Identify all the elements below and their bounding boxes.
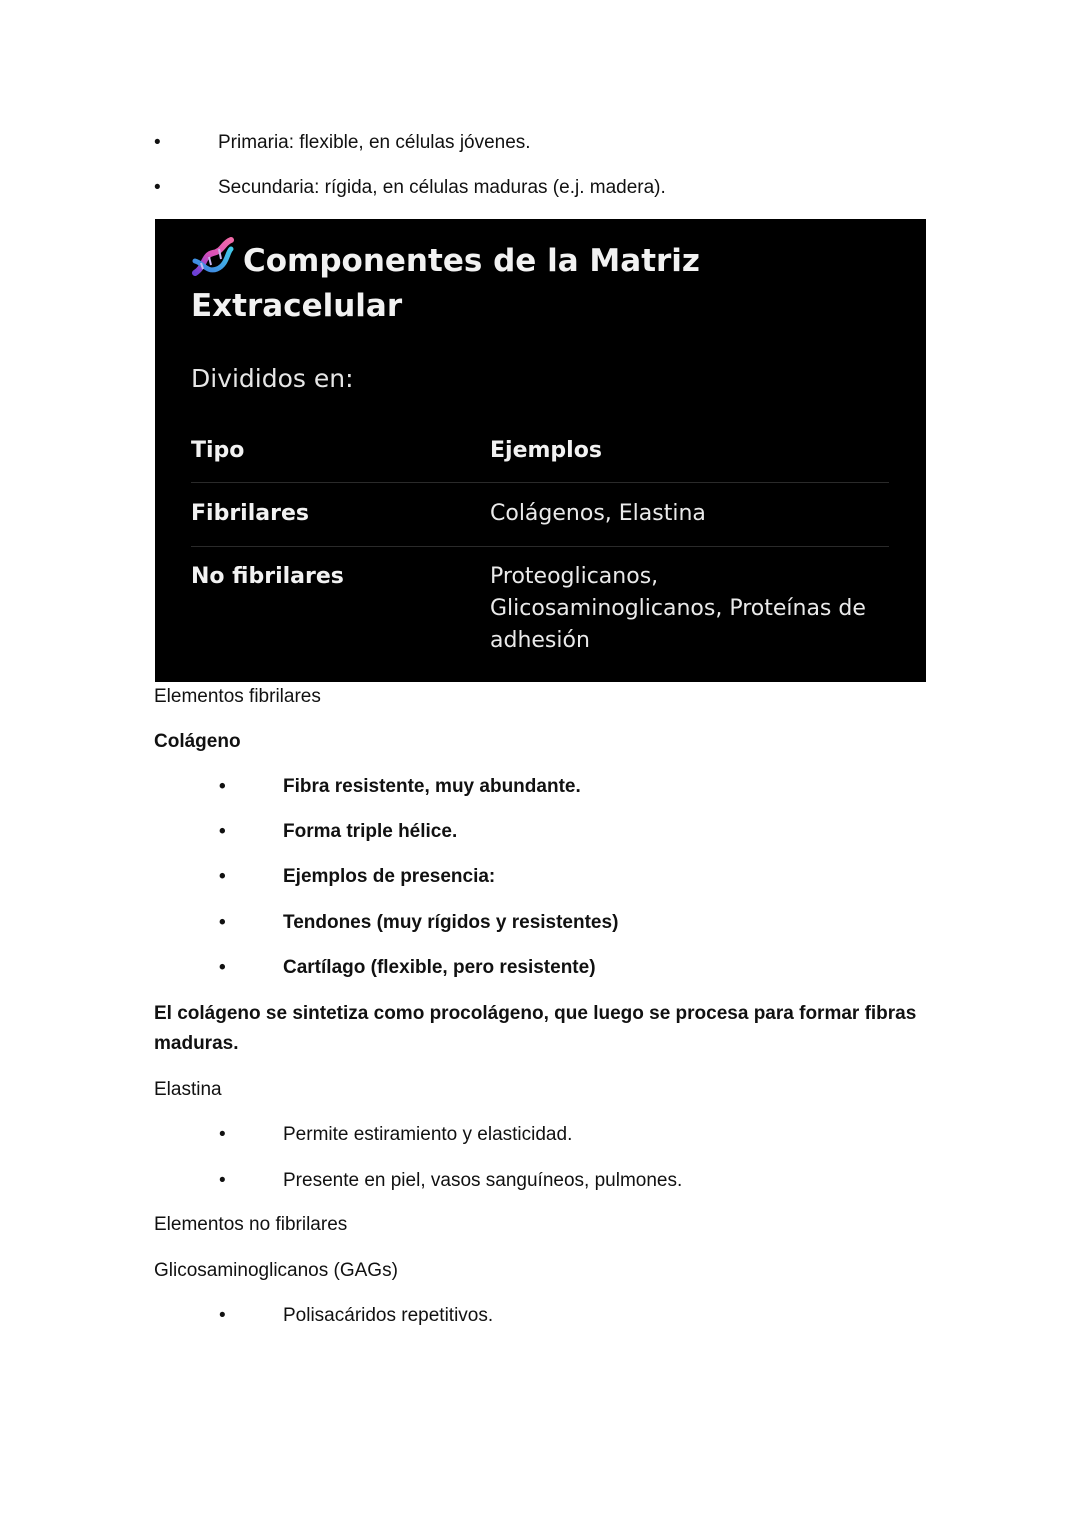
list-item (0, 819, 1080, 845)
list-item-text: Tendones (muy rígidos y resistentes) (283, 912, 619, 933)
paragraph-line: maduras. (154, 1033, 239, 1054)
embedded-subtitle: Divididos en: (191, 364, 354, 393)
table-cell-tipo: Fibrilares (191, 501, 309, 526)
dna-icon (191, 237, 235, 277)
table-divider (191, 482, 889, 483)
bullet-icon: • (219, 776, 226, 797)
list-item (0, 1303, 1080, 1329)
table-cell-tipo: No fibrilares (191, 564, 344, 589)
bullet-icon: • (219, 1170, 226, 1191)
list-item-text: Presente en piel, vasos sanguíneos, pulmones. (283, 1170, 683, 1191)
table-header-tipo: Tipo (191, 438, 245, 463)
list-item-text: Polisacáridos repetitivos. (283, 1305, 494, 1326)
list-item (0, 910, 1080, 936)
table-cell-ejemplos: Proteoglicanos, Glicosaminoglicanos, Proteínas de adhesión (490, 564, 866, 653)
table-header-ejemplos: Ejemplos (490, 438, 602, 463)
embedded-title: Componentes de la Matriz Extracelular (191, 243, 700, 324)
list-item-text: Primaria: flexible, en células jóvenes. (218, 132, 531, 153)
paragraph-line: El colágeno se sintetiza como procolágeno, que luego se procesa para formar fibras (154, 1003, 917, 1024)
list-item-text: Secundaria: rígida, en células maduras (e.j. madera). (218, 177, 666, 198)
table-divider (191, 546, 889, 547)
bullet-icon: • (154, 177, 161, 198)
embedded-screenshot (155, 219, 926, 682)
bullet-icon: • (219, 1124, 226, 1145)
section-heading: Elementos fibrilares (154, 686, 321, 707)
list-item (0, 1168, 1080, 1194)
bullet-icon: • (154, 132, 161, 153)
list-item (0, 955, 1080, 981)
list-item (0, 130, 1080, 156)
list-item (0, 864, 1080, 890)
list-item-text: Permite estiramiento y elasticidad. (283, 1124, 573, 1145)
bullet-icon: • (219, 957, 226, 978)
list-item-text: Cartílago (flexible, pero resistente) (283, 957, 596, 978)
bullet-icon: • (219, 1305, 226, 1326)
list-item-text: Fibra resistente, muy abundante. (283, 776, 581, 797)
list-item (0, 175, 1080, 201)
table-cell-ejemplos: Colágenos, Elastina (490, 501, 706, 526)
embedded-title-block (191, 237, 891, 329)
bullet-icon: • (219, 821, 226, 842)
subsection-title: Elastina (154, 1079, 222, 1100)
list-item-text: Forma triple hélice. (283, 821, 458, 842)
bullet-icon: • (219, 866, 226, 887)
list-item (0, 774, 1080, 800)
list-item-text: Ejemplos de presencia: (283, 866, 496, 887)
section-heading: Elementos no fibrilares (154, 1214, 348, 1235)
subsection-title: Colágeno (154, 731, 241, 752)
bullet-icon: • (219, 912, 226, 933)
subsection-title: Glicosaminoglicanos (GAGs) (154, 1260, 398, 1281)
list-item (0, 1122, 1080, 1148)
